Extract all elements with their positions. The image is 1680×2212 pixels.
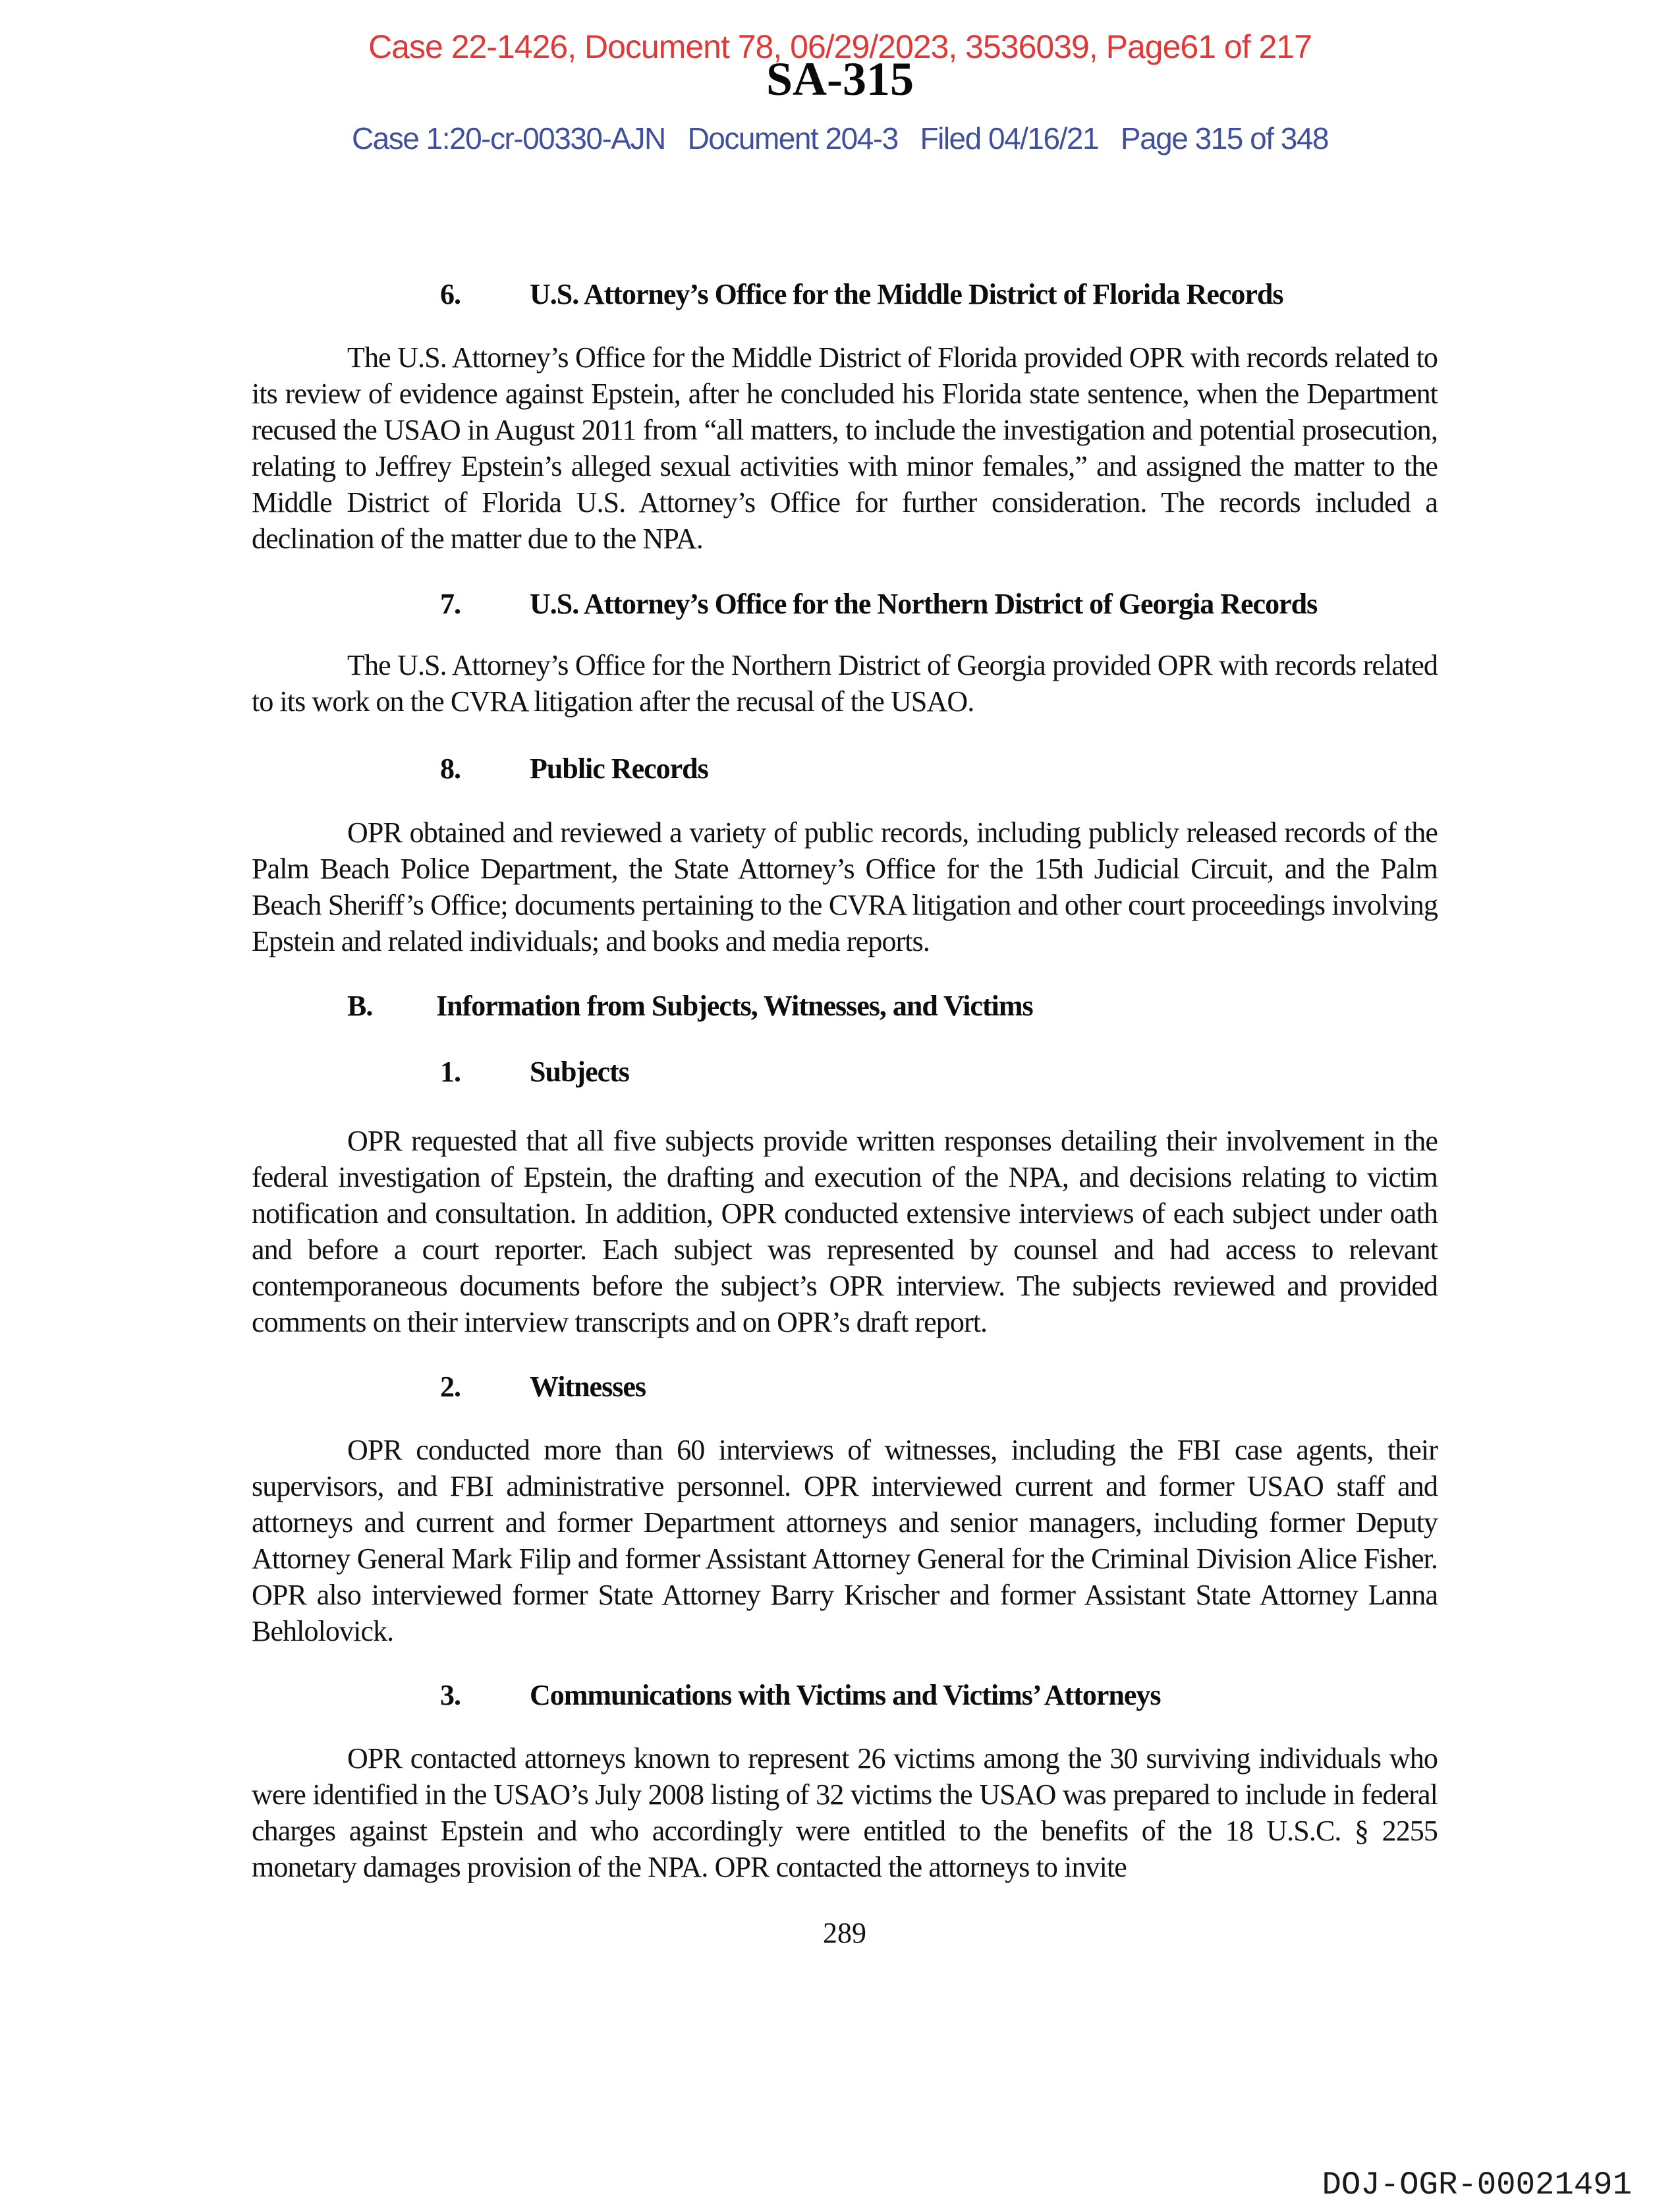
bates-number: DOJ-OGR-00021491 (1322, 2167, 1632, 2203)
section-heading-3 (252, 1677, 1438, 1713)
body-paragraph: The U.S. Attorney’s Office for the Middle District of Florida provided OPR with records related to its review of evidence against Epstein, after he concluded his Florida state sentence, when the Department recused the USAO in August 2011 from “all matters, to include the investigation and potential prosecution, relating to Jeffrey Epstein’s alleged sexual activities with minor females,” and assigned the matter to the Middle District of Florida U.S. Attorney’s Office for further consideration. The records included a declination of the matter due to the NPA. (252, 341, 1438, 555)
section-heading-2 (252, 1369, 1438, 1405)
body-paragraph: OPR requested that all five subjects provide written responses detailing their involvement in the federal investigation of Epstein, the drafting and execution of the NPA, and decisions relating to victim notification and consultation. In addition, OPR conducted extensive interviews of each subject under oath and before a court reporter. Each subject was represented by counsel and had access to relevant contemporaneous documents before the subject’s OPR interview. The subjects reviewed and provided comments on their interview transcripts and on OPR’s draft report. (252, 1125, 1438, 1338)
body-paragraph: OPR contacted attorneys known to represent 26 victims among the 30 surviving individuals who were identified in the USAO’s July 2008 listing of 32 victims the USAO was prepared to include in federal charges against Epstein and who accordingly were entitled to the benefits of the 18 U.S.C. § 2255 monetary damages provision of the NPA. OPR contacted the attorneys to invite (252, 1742, 1438, 1883)
document-body (252, 276, 1438, 1951)
body-paragraph: OPR obtained and reviewed a variety of public records, including publicly released records of the Palm Beach Police Department, the State Attorney’s Office for the 15th Judicial Circuit, and the Palm Beach Sheriff’s Office; documents pertaining to the CVRA litigation and other court proceedings involving Epstein and related individuals; and books and media reports. (252, 816, 1438, 957)
heading-title: Witnesses (530, 1371, 646, 1403)
page-number: 289 (823, 1917, 866, 1949)
heading-title: Information from Subjects, Witnesses, and Victims (436, 990, 1033, 1022)
section-heading-B (252, 988, 1438, 1024)
body-paragraph: The U.S. Attorney’s Office for the Northern District of Georgia provided OPR with records related to its work on the CVRA litigation after the recusal of the USAO. (252, 649, 1438, 718)
heading-title: Subjects (530, 1056, 629, 1088)
ecf-stamp: Case 1:20-cr-00330-AJN Document 204-3 Filed 04/16/21 Page 315 of 348 (351, 121, 1329, 156)
heading-number: 3. (440, 1679, 461, 1711)
section-heading-6 (252, 276, 1438, 312)
heading-number: 1. (440, 1056, 461, 1088)
heading-title: U.S. Attorney’s Office for the Northern District of Georgia Records (530, 588, 1318, 620)
heading-number: 6. (440, 278, 461, 310)
section-heading-1 (252, 1054, 1438, 1090)
body-paragraph: OPR conducted more than 60 interviews of witnesses, including the FBI case agents, their supervisors, and FBI administrative personnel. OPR interviewed current and former USAO staff and attorneys and current and former Department attorneys and senior managers, including former Deputy Attorney General Mark Filip and former Assistant Attorney General for the Criminal Division Alice Fisher. OPR also interviewed former State Attorney Barry Krischer and former Assistant State Attorney Lanna Behlolovick. (252, 1434, 1438, 1647)
appeal-stamp: Case 22-1426, Document 78, 06/29/2023, 3536039, Page61 of 217 (368, 28, 1312, 65)
heading-number: 8. (440, 752, 461, 785)
heading-number: B. (347, 990, 373, 1022)
heading-title: U.S. Attorney’s Office for the Middle District of Florida Records (530, 278, 1283, 310)
heading-number: 2. (440, 1371, 461, 1403)
appendix-page-label: SA-315 (766, 53, 914, 105)
heading-number: 7. (440, 588, 461, 620)
section-heading-8 (252, 751, 1438, 787)
section-heading-7 (252, 586, 1438, 622)
heading-title: Public Records (530, 752, 708, 785)
heading-title: Communications with Victims and Victims’ Attorneys (530, 1679, 1161, 1711)
